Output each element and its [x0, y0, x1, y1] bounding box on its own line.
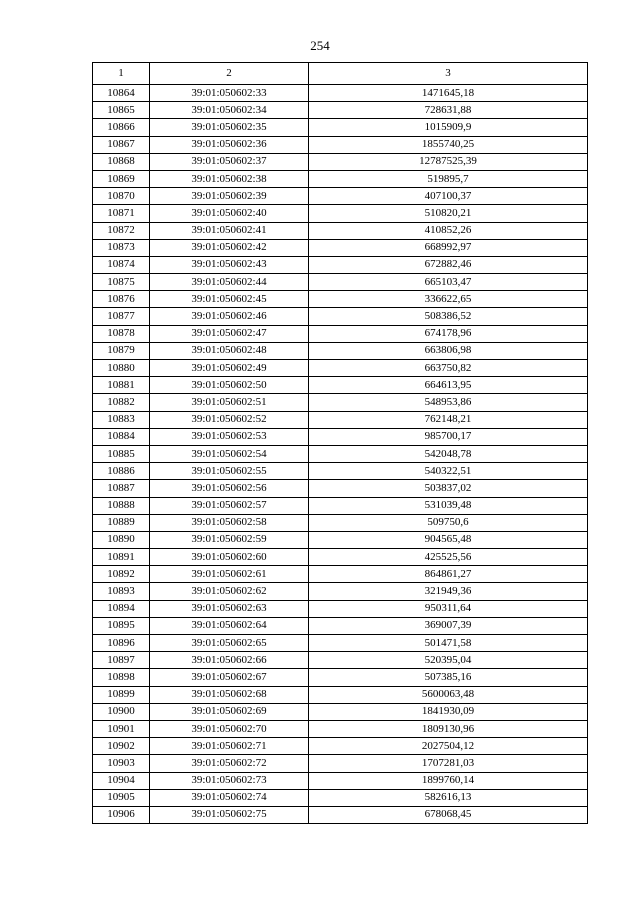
table-row	[93, 720, 588, 737]
row-number-cell: 10885	[93, 445, 150, 462]
table-row	[93, 566, 588, 583]
cadastral-number-cell: 39:01:050602:57	[150, 497, 309, 514]
value-cell: 519895,7	[309, 170, 588, 187]
row-number-cell: 10892	[93, 566, 150, 583]
value-cell: 1841930,09	[309, 703, 588, 720]
cadastral-number-cell: 39:01:050602:53	[150, 428, 309, 445]
row-number-cell: 10874	[93, 256, 150, 273]
row-number-cell: 10880	[93, 360, 150, 377]
table-row	[93, 635, 588, 652]
cadastral-number-cell: 39:01:050602:37	[150, 153, 309, 170]
row-number-cell: 10875	[93, 274, 150, 291]
row-number-cell: 10893	[93, 583, 150, 600]
table-row	[93, 652, 588, 669]
value-cell: 407100,37	[309, 188, 588, 205]
value-cell: 1809130,96	[309, 720, 588, 737]
cadastral-number-cell: 39:01:050602:69	[150, 703, 309, 720]
cadastral-number-cell: 39:01:050602:48	[150, 342, 309, 359]
cadastral-number-cell: 39:01:050602:43	[150, 256, 309, 273]
value-cell: 728631,88	[309, 102, 588, 119]
cadastral-number-cell: 39:01:050602:36	[150, 136, 309, 153]
table-row	[93, 445, 588, 462]
row-number-cell: 10881	[93, 377, 150, 394]
cadastral-number-cell: 39:01:050602:45	[150, 291, 309, 308]
table-row	[93, 789, 588, 806]
cadastral-number-cell: 39:01:050602:71	[150, 738, 309, 755]
cadastral-number-cell: 39:01:050602:62	[150, 583, 309, 600]
row-number-cell: 10904	[93, 772, 150, 789]
cadastral-number-cell: 39:01:050602:52	[150, 411, 309, 428]
cadastral-number-cell: 39:01:050602:58	[150, 514, 309, 531]
column-header-2: 2	[150, 63, 309, 85]
value-cell: 548953,86	[309, 394, 588, 411]
value-cell: 950311,64	[309, 600, 588, 617]
row-number-cell: 10870	[93, 188, 150, 205]
table-row	[93, 686, 588, 703]
value-cell: 410852,26	[309, 222, 588, 239]
value-cell: 5600063,48	[309, 686, 588, 703]
value-cell: 864861,27	[309, 566, 588, 583]
row-number-cell: 10897	[93, 652, 150, 669]
cadastral-number-cell: 39:01:050602:41	[150, 222, 309, 239]
table-row	[93, 205, 588, 222]
value-cell: 2027504,12	[309, 738, 588, 755]
row-number-cell: 10873	[93, 239, 150, 256]
cadastral-number-cell: 39:01:050602:34	[150, 102, 309, 119]
table-header-row	[93, 63, 588, 85]
cadastral-number-cell: 39:01:050602:72	[150, 755, 309, 772]
table-row	[93, 360, 588, 377]
table-row	[93, 342, 588, 359]
table-row	[93, 308, 588, 325]
row-number-cell: 10887	[93, 480, 150, 497]
row-number-cell: 10868	[93, 153, 150, 170]
table-row	[93, 738, 588, 755]
value-cell: 1015909,9	[309, 119, 588, 136]
value-cell: 1471645,18	[309, 85, 588, 102]
table-row	[93, 291, 588, 308]
table-row	[93, 222, 588, 239]
table-row	[93, 669, 588, 686]
cadastral-number-cell: 39:01:050602:66	[150, 652, 309, 669]
value-cell: 668992,97	[309, 239, 588, 256]
cadastral-number-cell: 39:01:050602:75	[150, 806, 309, 823]
cadastral-number-cell: 39:01:050602:46	[150, 308, 309, 325]
row-number-cell: 10891	[93, 549, 150, 566]
data-table	[92, 62, 588, 824]
row-number-cell: 10865	[93, 102, 150, 119]
table-row	[93, 256, 588, 273]
table-row	[93, 617, 588, 634]
value-cell: 672882,46	[309, 256, 588, 273]
row-number-cell: 10871	[93, 205, 150, 222]
row-number-cell: 10878	[93, 325, 150, 342]
cadastral-number-cell: 39:01:050602:47	[150, 325, 309, 342]
cadastral-number-cell: 39:01:050602:39	[150, 188, 309, 205]
value-cell: 509750,6	[309, 514, 588, 531]
table-row	[93, 325, 588, 342]
table-row	[93, 239, 588, 256]
cadastral-number-cell: 39:01:050602:74	[150, 789, 309, 806]
row-number-cell: 10895	[93, 617, 150, 634]
cadastral-number-cell: 39:01:050602:38	[150, 170, 309, 187]
row-number-cell: 10894	[93, 600, 150, 617]
value-cell: 12787525,39	[309, 153, 588, 170]
table-row	[93, 274, 588, 291]
value-cell: 336622,65	[309, 291, 588, 308]
value-cell: 663806,98	[309, 342, 588, 359]
value-cell: 904565,48	[309, 531, 588, 548]
cadastral-number-cell: 39:01:050602:64	[150, 617, 309, 634]
value-cell: 501471,58	[309, 635, 588, 652]
row-number-cell: 10869	[93, 170, 150, 187]
row-number-cell: 10884	[93, 428, 150, 445]
cadastral-number-cell: 39:01:050602:56	[150, 480, 309, 497]
value-cell: 531039,48	[309, 497, 588, 514]
value-cell: 762148,21	[309, 411, 588, 428]
cadastral-number-cell: 39:01:050602:61	[150, 566, 309, 583]
table-row	[93, 428, 588, 445]
cadastral-number-cell: 39:01:050602:33	[150, 85, 309, 102]
table-row	[93, 755, 588, 772]
table-row	[93, 480, 588, 497]
cadastral-number-cell: 39:01:050602:40	[150, 205, 309, 222]
cadastral-number-cell: 39:01:050602:50	[150, 377, 309, 394]
value-cell: 425525,56	[309, 549, 588, 566]
cadastral-number-cell: 39:01:050602:70	[150, 720, 309, 737]
column-header-3: 3	[309, 63, 588, 85]
value-cell: 540322,51	[309, 463, 588, 480]
table-row	[93, 153, 588, 170]
row-number-cell: 10900	[93, 703, 150, 720]
table-row	[93, 85, 588, 102]
row-number-cell: 10864	[93, 85, 150, 102]
row-number-cell: 10872	[93, 222, 150, 239]
table-row	[93, 463, 588, 480]
page-number: 254	[310, 38, 330, 53]
cadastral-number-cell: 39:01:050602:35	[150, 119, 309, 136]
value-cell: 542048,78	[309, 445, 588, 462]
value-cell: 674178,96	[309, 325, 588, 342]
value-cell: 520395,04	[309, 652, 588, 669]
table-row	[93, 600, 588, 617]
value-cell: 1707281,03	[309, 755, 588, 772]
cadastral-number-cell: 39:01:050602:55	[150, 463, 309, 480]
row-number-cell: 10879	[93, 342, 150, 359]
value-cell: 665103,47	[309, 274, 588, 291]
cadastral-number-cell: 39:01:050602:73	[150, 772, 309, 789]
row-number-cell: 10882	[93, 394, 150, 411]
value-cell: 507385,16	[309, 669, 588, 686]
cadastral-number-cell: 39:01:050602:51	[150, 394, 309, 411]
table-row	[93, 102, 588, 119]
row-number-cell: 10888	[93, 497, 150, 514]
value-cell: 985700,17	[309, 428, 588, 445]
row-number-cell: 10905	[93, 789, 150, 806]
cadastral-number-cell: 39:01:050602:63	[150, 600, 309, 617]
value-cell: 508386,52	[309, 308, 588, 325]
row-number-cell: 10906	[93, 806, 150, 823]
cadastral-number-cell: 39:01:050602:49	[150, 360, 309, 377]
value-cell: 1899760,14	[309, 772, 588, 789]
cadastral-number-cell: 39:01:050602:54	[150, 445, 309, 462]
value-cell: 678068,45	[309, 806, 588, 823]
table-row	[93, 188, 588, 205]
table-row	[93, 549, 588, 566]
table-row	[93, 772, 588, 789]
row-number-cell: 10901	[93, 720, 150, 737]
column-header-1: 1	[93, 63, 150, 85]
row-number-cell: 10899	[93, 686, 150, 703]
value-cell: 664613,95	[309, 377, 588, 394]
cadastral-number-cell: 39:01:050602:65	[150, 635, 309, 652]
table-row	[93, 583, 588, 600]
row-number-cell: 10866	[93, 119, 150, 136]
table-row	[93, 411, 588, 428]
row-number-cell: 10890	[93, 531, 150, 548]
table-row	[93, 394, 588, 411]
cadastral-number-cell: 39:01:050602:68	[150, 686, 309, 703]
table-row	[93, 497, 588, 514]
table-row	[93, 514, 588, 531]
row-number-cell: 10896	[93, 635, 150, 652]
cadastral-number-cell: 39:01:050602:42	[150, 239, 309, 256]
cadastral-number-cell: 39:01:050602:60	[150, 549, 309, 566]
row-number-cell: 10877	[93, 308, 150, 325]
table-body	[93, 85, 588, 824]
row-number-cell: 10898	[93, 669, 150, 686]
value-cell: 1855740,25	[309, 136, 588, 153]
table-row	[93, 531, 588, 548]
cadastral-number-cell: 39:01:050602:67	[150, 669, 309, 686]
row-number-cell: 10902	[93, 738, 150, 755]
value-cell: 582616,13	[309, 789, 588, 806]
value-cell: 510820,21	[309, 205, 588, 222]
cadastral-number-cell: 39:01:050602:59	[150, 531, 309, 548]
row-number-cell: 10889	[93, 514, 150, 531]
table-row	[93, 703, 588, 720]
table-row	[93, 170, 588, 187]
value-cell: 503837,02	[309, 480, 588, 497]
row-number-cell: 10867	[93, 136, 150, 153]
table-row	[93, 136, 588, 153]
row-number-cell: 10876	[93, 291, 150, 308]
table-row	[93, 377, 588, 394]
value-cell: 369007,39	[309, 617, 588, 634]
row-number-cell: 10886	[93, 463, 150, 480]
table-row	[93, 806, 588, 823]
cadastral-number-cell: 39:01:050602:44	[150, 274, 309, 291]
row-number-cell: 10883	[93, 411, 150, 428]
value-cell: 663750,82	[309, 360, 588, 377]
value-cell: 321949,36	[309, 583, 588, 600]
table-row	[93, 119, 588, 136]
row-number-cell: 10903	[93, 755, 150, 772]
